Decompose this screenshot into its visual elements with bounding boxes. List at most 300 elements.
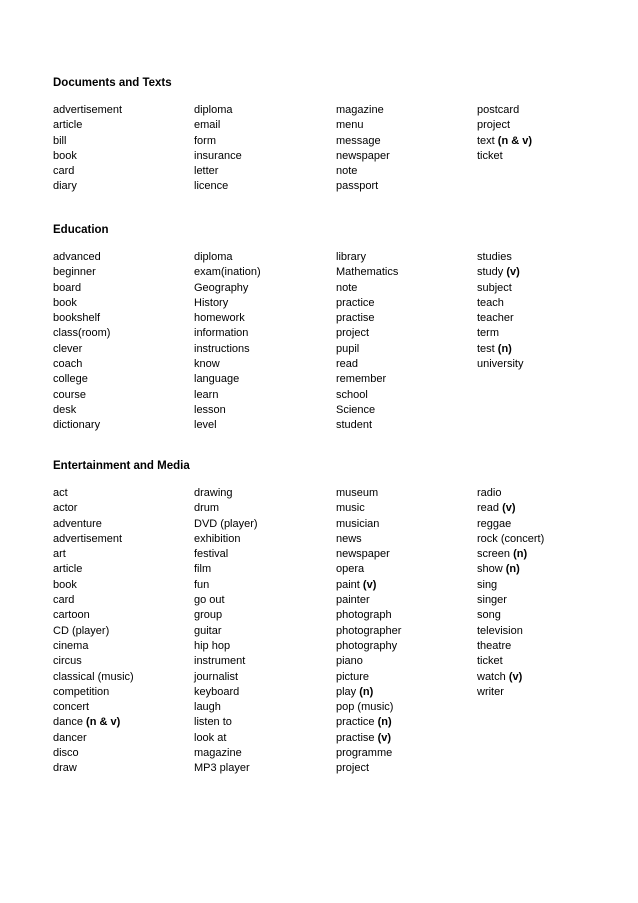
word-item bbox=[477, 547, 544, 562]
word-text: singer bbox=[477, 594, 507, 607]
word-text: teacher bbox=[477, 312, 514, 325]
word-text: beginner bbox=[53, 266, 96, 279]
word-item bbox=[336, 547, 401, 562]
word-text: learn bbox=[194, 388, 219, 401]
word-item bbox=[336, 164, 390, 179]
word-item bbox=[194, 547, 258, 562]
word-text: diploma bbox=[194, 104, 233, 116]
word-text: look at bbox=[194, 731, 227, 744]
word-text: card bbox=[53, 594, 75, 607]
word-item bbox=[53, 715, 134, 730]
word-text: draw bbox=[53, 762, 77, 775]
word-text: photographer bbox=[336, 624, 402, 637]
word-text: journalist bbox=[194, 670, 239, 683]
word-item bbox=[53, 118, 122, 133]
word-text: newspaper bbox=[336, 548, 390, 561]
word-item bbox=[336, 761, 401, 776]
word-item bbox=[194, 578, 258, 593]
word-item bbox=[336, 357, 398, 372]
word-item bbox=[336, 578, 401, 593]
word-text: clever bbox=[53, 342, 83, 355]
word-item bbox=[336, 388, 398, 403]
word-item bbox=[53, 418, 110, 433]
word-text: practise bbox=[336, 731, 375, 744]
word-text: cartoon bbox=[53, 609, 90, 622]
word-item bbox=[336, 403, 398, 418]
word-text: writer bbox=[477, 685, 504, 698]
word-item bbox=[194, 593, 258, 608]
word-text: course bbox=[53, 388, 87, 401]
word-item bbox=[477, 357, 523, 372]
word-text: project bbox=[336, 762, 370, 775]
word-text: music bbox=[336, 502, 365, 515]
word-item bbox=[194, 103, 242, 118]
word-item bbox=[477, 311, 523, 326]
word-text: song bbox=[477, 609, 501, 622]
word-text: practice bbox=[336, 296, 375, 309]
word-item bbox=[336, 342, 398, 357]
word-item bbox=[477, 562, 544, 577]
word-item bbox=[477, 149, 532, 164]
word-text: practice bbox=[336, 716, 375, 729]
word-item bbox=[477, 342, 523, 357]
part-of-speech-tag: (v) bbox=[508, 670, 523, 683]
word-column bbox=[53, 103, 122, 195]
word-item bbox=[336, 685, 401, 700]
word-item bbox=[477, 265, 523, 280]
word-text: article bbox=[53, 563, 83, 576]
word-text: watch bbox=[477, 670, 506, 683]
word-text: board bbox=[53, 281, 82, 294]
word-item bbox=[194, 486, 258, 501]
word-text: hip hop bbox=[194, 639, 231, 652]
word-column bbox=[336, 103, 390, 195]
word-text: read bbox=[336, 358, 359, 371]
word-text: magazine bbox=[194, 747, 242, 760]
section-heading: Entertainment and Media bbox=[53, 460, 190, 472]
word-text: festival bbox=[194, 548, 229, 561]
word-item bbox=[477, 118, 532, 133]
word-text: guitar bbox=[194, 624, 222, 637]
word-text: photograph bbox=[336, 609, 392, 622]
word-text: college bbox=[53, 373, 88, 386]
word-item bbox=[336, 639, 401, 654]
word-text: circus bbox=[53, 655, 82, 668]
word-text: exam(ination) bbox=[194, 266, 261, 279]
word-item bbox=[336, 179, 390, 194]
word-text: Mathematics bbox=[336, 266, 399, 279]
word-text: reggae bbox=[477, 517, 512, 530]
word-item bbox=[477, 103, 532, 118]
word-text: news bbox=[336, 532, 362, 545]
word-item bbox=[477, 326, 523, 341]
word-text: ticket bbox=[477, 149, 503, 162]
word-text: subject bbox=[477, 281, 512, 294]
word-item bbox=[336, 562, 401, 577]
word-text: musician bbox=[336, 517, 380, 530]
word-item bbox=[194, 731, 258, 746]
word-item bbox=[53, 103, 122, 118]
word-text: sing bbox=[477, 578, 498, 591]
word-item bbox=[194, 639, 258, 654]
word-item bbox=[477, 639, 544, 654]
word-text: instructions bbox=[194, 342, 250, 355]
word-item bbox=[194, 357, 261, 372]
word-item bbox=[336, 149, 390, 164]
word-column bbox=[194, 250, 261, 434]
word-text: university bbox=[477, 358, 524, 371]
word-text: diploma bbox=[194, 251, 233, 263]
word-text: homework bbox=[194, 312, 245, 325]
word-text: article bbox=[53, 119, 83, 132]
word-item bbox=[336, 486, 401, 501]
word-text: teach bbox=[477, 296, 504, 309]
word-text: adventure bbox=[53, 517, 102, 530]
word-text: show bbox=[477, 563, 503, 576]
word-item bbox=[336, 296, 398, 311]
word-item bbox=[53, 250, 110, 265]
part-of-speech-tag: (n) bbox=[513, 548, 528, 561]
word-text: project bbox=[336, 327, 370, 340]
word-text: test bbox=[477, 342, 495, 355]
word-text: book bbox=[53, 149, 77, 162]
word-item bbox=[336, 746, 401, 761]
word-item bbox=[53, 746, 134, 761]
word-text: term bbox=[477, 327, 499, 340]
word-item bbox=[53, 134, 122, 149]
word-item bbox=[194, 608, 258, 623]
word-item bbox=[194, 715, 258, 730]
word-text: practise bbox=[336, 312, 375, 325]
part-of-speech-tag: (v) bbox=[362, 578, 377, 591]
word-item bbox=[336, 281, 398, 296]
word-item bbox=[336, 418, 398, 433]
part-of-speech-tag: (n & v) bbox=[497, 134, 533, 147]
word-text: act bbox=[53, 487, 68, 499]
word-item bbox=[336, 250, 398, 265]
word-item bbox=[336, 311, 398, 326]
word-text: play bbox=[336, 685, 357, 698]
word-text: postcard bbox=[477, 104, 520, 116]
word-column bbox=[194, 486, 258, 777]
word-item bbox=[477, 486, 544, 501]
word-item bbox=[477, 624, 544, 639]
word-text: cinema bbox=[53, 639, 89, 652]
part-of-speech-tag: (v) bbox=[506, 266, 520, 279]
word-item bbox=[53, 654, 134, 669]
word-item bbox=[336, 118, 390, 133]
word-text: disco bbox=[53, 747, 79, 760]
word-item bbox=[53, 265, 110, 280]
word-item bbox=[194, 250, 261, 265]
word-item bbox=[53, 501, 134, 516]
word-item bbox=[194, 761, 258, 776]
word-text: art bbox=[53, 548, 66, 561]
word-text: email bbox=[194, 119, 221, 132]
word-text: radio bbox=[477, 487, 502, 499]
word-item bbox=[53, 486, 134, 501]
word-text: know bbox=[194, 358, 220, 371]
section-heading: Education bbox=[53, 224, 109, 236]
word-text: pupil bbox=[336, 342, 360, 355]
word-text: lesson bbox=[194, 403, 226, 416]
word-text: desk bbox=[53, 403, 77, 416]
word-item bbox=[53, 670, 134, 685]
word-item bbox=[53, 624, 134, 639]
word-item bbox=[194, 403, 261, 418]
word-column bbox=[477, 103, 532, 164]
word-text: rock (concert) bbox=[477, 532, 545, 545]
word-item bbox=[194, 418, 261, 433]
word-item bbox=[53, 562, 134, 577]
word-text: museum bbox=[336, 487, 379, 499]
word-text: television bbox=[477, 624, 523, 637]
word-text: passport bbox=[336, 180, 379, 193]
word-column bbox=[53, 486, 134, 777]
word-item bbox=[53, 639, 134, 654]
word-item bbox=[336, 670, 401, 685]
word-text: ticket bbox=[477, 655, 503, 668]
part-of-speech-tag: (n) bbox=[377, 716, 392, 729]
part-of-speech-tag: (n) bbox=[505, 563, 520, 576]
word-text: instrument bbox=[194, 655, 246, 668]
section-heading: Documents and Texts bbox=[53, 77, 172, 89]
word-text: Science bbox=[336, 403, 376, 416]
word-item bbox=[53, 700, 134, 715]
word-item bbox=[336, 731, 401, 746]
word-text: programme bbox=[336, 747, 393, 760]
word-item bbox=[336, 593, 401, 608]
word-item bbox=[477, 281, 523, 296]
word-item bbox=[53, 608, 134, 623]
word-column bbox=[477, 486, 544, 700]
word-item bbox=[194, 517, 258, 532]
word-item bbox=[336, 654, 401, 669]
word-item bbox=[194, 670, 258, 685]
word-text: newspaper bbox=[336, 149, 390, 162]
word-text: form bbox=[194, 134, 216, 147]
word-item bbox=[53, 326, 110, 341]
word-item bbox=[336, 326, 398, 341]
part-of-speech-tag: (n) bbox=[359, 685, 374, 698]
word-text: screen bbox=[477, 548, 511, 561]
word-item bbox=[53, 164, 122, 179]
word-text: film bbox=[194, 563, 212, 576]
word-text: classical (music) bbox=[53, 670, 134, 683]
word-item bbox=[53, 685, 134, 700]
word-item bbox=[477, 593, 544, 608]
word-item bbox=[336, 624, 401, 639]
word-item bbox=[53, 532, 134, 547]
word-item bbox=[53, 761, 134, 776]
word-item bbox=[477, 517, 544, 532]
word-item bbox=[194, 326, 261, 341]
word-item bbox=[477, 670, 544, 685]
word-item bbox=[194, 134, 242, 149]
word-text: magazine bbox=[336, 104, 384, 116]
word-item bbox=[336, 700, 401, 715]
word-item bbox=[194, 372, 261, 387]
word-item bbox=[194, 501, 258, 516]
section-entertainment-and-media bbox=[53, 458, 613, 775]
word-text: group bbox=[194, 609, 223, 622]
word-column bbox=[194, 103, 242, 195]
word-item bbox=[477, 685, 544, 700]
word-item bbox=[53, 403, 110, 418]
word-text: drum bbox=[194, 502, 220, 515]
word-item bbox=[194, 179, 242, 194]
word-text: fun bbox=[194, 578, 210, 591]
word-item bbox=[194, 311, 261, 326]
word-item bbox=[336, 517, 401, 532]
word-text: book bbox=[53, 578, 77, 591]
word-text: language bbox=[194, 373, 240, 386]
word-text: listen to bbox=[194, 716, 232, 729]
word-text: information bbox=[194, 327, 249, 340]
word-text: Geography bbox=[194, 281, 249, 294]
word-item bbox=[477, 296, 523, 311]
word-text: remember bbox=[336, 373, 387, 386]
word-item bbox=[194, 624, 258, 639]
word-item bbox=[194, 388, 261, 403]
word-text: paint bbox=[336, 578, 360, 591]
part-of-speech-tag: (v) bbox=[377, 731, 392, 744]
word-text: dancer bbox=[53, 731, 87, 744]
word-column bbox=[477, 250, 523, 372]
word-item bbox=[336, 501, 401, 516]
word-text: licence bbox=[194, 180, 229, 193]
word-item bbox=[194, 265, 261, 280]
word-text: note bbox=[336, 281, 358, 294]
word-text: student bbox=[336, 419, 373, 432]
word-text: go out bbox=[194, 594, 225, 607]
word-item bbox=[53, 372, 110, 387]
word-text: coach bbox=[53, 358, 83, 371]
word-text: book bbox=[53, 296, 77, 309]
word-item bbox=[53, 578, 134, 593]
word-item bbox=[336, 134, 390, 149]
word-text: opera bbox=[336, 563, 365, 576]
word-text: actor bbox=[53, 502, 78, 515]
section-education bbox=[53, 222, 613, 432]
word-item bbox=[194, 654, 258, 669]
word-item bbox=[194, 342, 261, 357]
word-text: level bbox=[194, 419, 217, 432]
word-text: theatre bbox=[477, 639, 512, 652]
word-text: exhibition bbox=[194, 532, 241, 545]
word-text: note bbox=[336, 165, 358, 178]
word-item bbox=[477, 250, 523, 265]
word-text: read bbox=[477, 502, 500, 515]
word-text: dance bbox=[53, 716, 83, 729]
word-item bbox=[194, 164, 242, 179]
word-text: bookshelf bbox=[53, 312, 101, 325]
word-item bbox=[477, 532, 544, 547]
word-item bbox=[336, 532, 401, 547]
word-item bbox=[194, 149, 242, 164]
word-item bbox=[194, 700, 258, 715]
word-item bbox=[336, 265, 398, 280]
part-of-speech-tag: (n & v) bbox=[86, 716, 121, 729]
word-text: laugh bbox=[194, 701, 221, 714]
word-item bbox=[336, 372, 398, 387]
word-text: bill bbox=[53, 134, 67, 147]
word-text: competition bbox=[53, 685, 110, 698]
word-text: DVD (player) bbox=[194, 517, 258, 530]
word-text: dictionary bbox=[53, 419, 101, 432]
word-item bbox=[53, 593, 134, 608]
word-item bbox=[194, 746, 258, 761]
word-text: class(room) bbox=[53, 327, 111, 340]
word-text: piano bbox=[336, 655, 363, 668]
section-documents-and-texts bbox=[53, 75, 613, 193]
word-item bbox=[53, 179, 122, 194]
word-item bbox=[53, 281, 110, 296]
part-of-speech-tag: (n) bbox=[497, 342, 512, 355]
word-text: study bbox=[477, 266, 504, 279]
word-item bbox=[194, 532, 258, 547]
word-column bbox=[336, 250, 398, 434]
word-text: card bbox=[53, 165, 75, 178]
word-text: drawing bbox=[194, 487, 233, 499]
word-item bbox=[194, 685, 258, 700]
word-text: photography bbox=[336, 639, 398, 652]
word-text: insurance bbox=[194, 149, 242, 162]
word-text: menu bbox=[336, 119, 364, 132]
word-text: pop (music) bbox=[336, 701, 394, 714]
word-text: message bbox=[336, 134, 381, 147]
word-item bbox=[477, 134, 532, 149]
word-item bbox=[336, 103, 390, 118]
word-item bbox=[53, 342, 110, 357]
word-item bbox=[194, 118, 242, 133]
word-text: History bbox=[194, 296, 229, 309]
word-item bbox=[53, 311, 110, 326]
word-text: advanced bbox=[53, 251, 101, 263]
word-text: picture bbox=[336, 670, 370, 683]
word-item bbox=[194, 562, 258, 577]
word-item bbox=[194, 281, 261, 296]
word-item bbox=[477, 608, 544, 623]
word-text: letter bbox=[194, 165, 219, 178]
word-column bbox=[53, 250, 110, 434]
word-text: library bbox=[336, 251, 366, 263]
word-item bbox=[53, 388, 110, 403]
word-item bbox=[53, 517, 134, 532]
word-item bbox=[53, 149, 122, 164]
word-text: advertisement bbox=[53, 532, 123, 545]
word-item bbox=[336, 715, 401, 730]
word-column bbox=[336, 486, 401, 777]
word-text: diary bbox=[53, 180, 77, 193]
word-text: CD (player) bbox=[53, 624, 110, 637]
word-item bbox=[477, 578, 544, 593]
word-text: keyboard bbox=[194, 685, 240, 698]
word-item bbox=[53, 357, 110, 372]
word-item bbox=[53, 731, 134, 746]
word-item bbox=[53, 296, 110, 311]
part-of-speech-tag: (v) bbox=[502, 502, 516, 515]
word-text: advertisement bbox=[53, 104, 123, 116]
word-text: text bbox=[477, 134, 495, 147]
word-text: concert bbox=[53, 701, 90, 714]
word-item bbox=[477, 501, 544, 516]
word-text: studies bbox=[477, 251, 512, 263]
word-text: project bbox=[477, 119, 511, 132]
word-item bbox=[336, 608, 401, 623]
word-item bbox=[194, 296, 261, 311]
word-text: school bbox=[336, 388, 368, 401]
